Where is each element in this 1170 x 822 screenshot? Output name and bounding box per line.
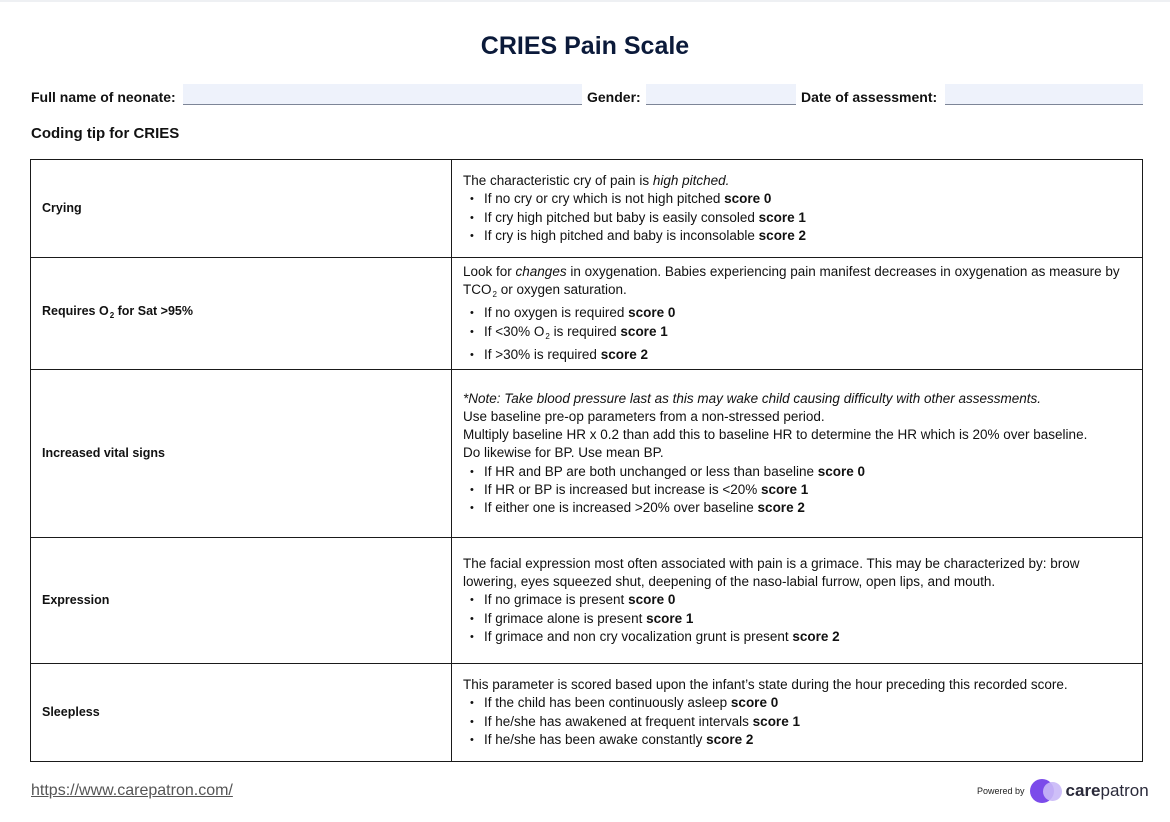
gender-label: Gender: — [587, 89, 641, 105]
list-item: • If cry high pitched but baby is easily consoled score 1 — [463, 209, 1130, 227]
neonate-name-input[interactable] — [183, 84, 582, 105]
table-row — [31, 370, 1143, 538]
carepatron-link[interactable]: https://www.carepatron.com/ — [31, 782, 233, 799]
assessment-date-label: Date of assessment: — [801, 89, 938, 105]
table-row — [31, 538, 1143, 664]
coding-tip-heading: Coding tip for CRIES — [31, 125, 180, 142]
carepatron-logo-icon — [1030, 779, 1064, 803]
table-row — [31, 258, 1143, 370]
list-item: • If no oxygen is required score 0 — [463, 304, 1130, 322]
powered-by-label: Powered by — [977, 786, 1025, 796]
description-line: Do likewise for BP. Use mean BP. — [463, 445, 664, 461]
list-item: • If <30% $O_2$ is required score 1 — [463, 323, 1130, 346]
page-title: CRIES Pain Scale — [480, 32, 690, 60]
category-vital-signs: Increased vital signs — [31, 370, 452, 538]
table-row — [31, 664, 1143, 762]
score-list — [463, 463, 1130, 518]
list-item: • If the child has been continuously asleep score 0 — [463, 694, 1130, 712]
description-line: Multiply baseline HR x 0.2 than add this to baseline HR to determine the HR which is 20% over baseline. — [463, 427, 1088, 443]
cries-table — [30, 159, 1143, 762]
list-item: • If he/she has been awake constantly score 2 — [463, 731, 1130, 749]
category-crying: Crying — [31, 160, 452, 258]
description-expression — [452, 538, 1143, 664]
list-item: • If HR and BP are both unchanged or less than baseline score 0 — [463, 463, 1130, 481]
score-list — [463, 190, 1130, 245]
list-item: • If no grimace is present score 0 — [463, 591, 1130, 609]
gender-input[interactable] — [646, 84, 796, 105]
category-requires-oxygen: Requires $O_2$ for Sat >95% — [31, 258, 452, 370]
header-fields — [31, 84, 1143, 106]
neonate-name-label: Full name of neonate: — [31, 89, 176, 105]
powered-by-brand — [977, 778, 1149, 804]
description-sleepless — [452, 664, 1143, 762]
description-intro: Look for changes in oxygenation. Babies experiencing pain manifest decreases in oxygenation as measure by $TCO_2$ or oxygen saturation. — [463, 263, 1120, 300]
score-list — [463, 694, 1130, 749]
description-line: Use baseline pre-op parameters from a non-stressed period. — [463, 408, 825, 424]
note-text: *Note: Take blood pressure last as this may wake child causing difficulty with other assessments. — [463, 390, 1042, 406]
category-expression: Expression — [31, 538, 452, 664]
score-list — [463, 304, 1130, 364]
description-intro: This parameter is scored based upon the infant’s state during the hour preceding this recorded score. — [463, 677, 1068, 693]
list-item: • If no cry or cry which is not high pitched score 0 — [463, 190, 1130, 208]
list-item: • If >30% is required score 2 — [463, 346, 1130, 364]
list-item: • If cry is high pitched and baby is inconsolable score 2 — [463, 227, 1130, 245]
list-item: • If grimace and non cry vocalization grunt is present score 2 — [463, 628, 1130, 646]
description-intro: The facial expression most often associated with pain is a grimace. This may be characterized by: brow lowering, eyes squeezed shut, deepening of the naso-labial furrow, open lips, and mouth. — [463, 555, 1080, 590]
assessment-date-input[interactable] — [945, 84, 1143, 105]
category-sleepless: Sleepless — [31, 664, 452, 762]
description-requires-oxygen — [452, 258, 1143, 370]
list-item: • If HR or BP is increased but increase is <20% score 1 — [463, 481, 1130, 499]
brand-wordmark: carepatron — [1065, 781, 1149, 800]
list-item: • If grimace alone is present score 1 — [463, 610, 1130, 628]
score-list — [463, 591, 1130, 646]
table-row — [31, 160, 1143, 258]
list-item: • If either one is increased >20% over baseline score 2 — [463, 499, 1130, 517]
description-intro: The characteristic cry of pain is high pitched. — [463, 173, 730, 189]
description-crying — [452, 160, 1143, 258]
list-item: • If he/she has awakened at frequent intervals score 1 — [463, 713, 1130, 731]
description-vital-signs — [452, 370, 1143, 538]
top-divider — [0, 0, 1170, 2]
